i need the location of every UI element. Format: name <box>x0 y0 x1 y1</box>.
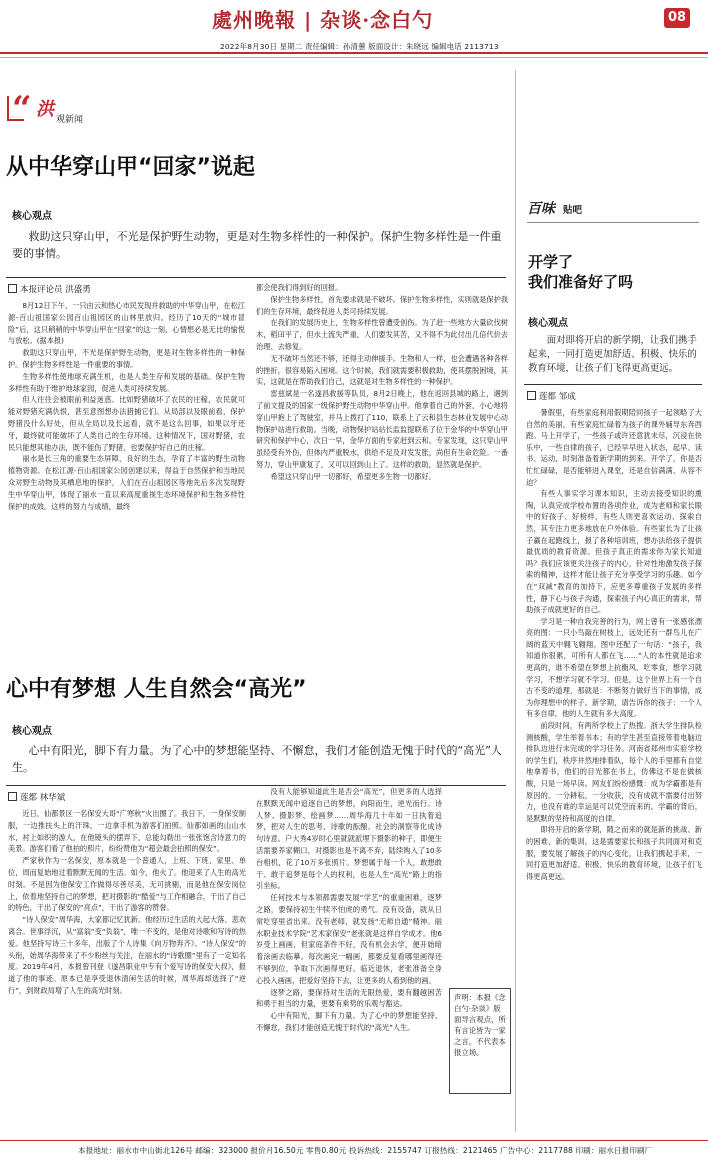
paragraph: 有些人事实学习课本知识，主动去接受知识的熏陶，认真完成学校布置的各项作业，成为老师和家长眼中的好孩子、好榜样，有些人则更喜欢运动、探索自然，其专注力更多地放在户外体验。有些家长为了让孩子赢在起跑线上，报了各种培训班，想办法给孩子提供最优质的教育资源。但孩子真正的需求你为家长知道吗？我们应该更关注孩子的内心，针对性地激发孩子探索的精神，这样才能让孩子充分享受学习的乐趣。如今在“双减”教育的加持下，应更多尊重孩子发展的多样性，静下心与孩子沟通，探索孩子内心真正的需求，帮助孩子成就更好的自己。 <box>526 489 702 615</box>
disclaimer-box: 声明：本报《念白勺·杂谈》版面导言观点，所有言论皆为一家之言，不代表本报立场。 <box>449 988 511 1094</box>
paragraph: 在我们的发展历史上，生物多样性曾遭受创伤。为了赶一些地方大量砍伐树木，稻田平了，但水土流失严重，人们要发其苦，又不得不为此付出几倍代价去治理、去修复。 <box>256 318 508 351</box>
byline <box>8 791 65 803</box>
paragraph: 学习是一种自我完善的行为，网上曾有一张感张漂亮的图：一只小鸟敲在树枝上，远处还有一群鸟儿在广阔的蓝天中翱飞翱翔。图中还配了一句话：“孩子，我知道你很累，可所有人都在飞……”人的本性就是追求更高的，谁不希望在梦想上抗衡风、吃零食，想学习就学习，不想学习就不学习。但是，这个世界上有一个自古不变的道理，那就是：不断努力做好当下的事情，成为你理想中的样子。新学期，请告诉你的孩子：一个人有多自律，他的人生就有多大高度。 <box>526 616 702 719</box>
article-title: 心中有梦想 人生自然会“高光” <box>6 677 307 702</box>
paragraph: 任何技术与本领都需要发展“学艺”的重重困难，逐梦之路，要保持初生牛犊不怕虎的勇气。没有设备，就从日常吃穿里省出来。没有老师，就发扬“无师自通”精神。丽水职业技术学院“艺术家保安”老张就是这样自学成才。他6岁受上画画，但家庭条件不好，没有机会去学，便开始暗着涂画去临摹。每次画完一幅画，都要反复看哪里画得还不够到位，争取下次画得更好。临近退休，老张准备全身心投入画画，把爱好坚持下去，让更多的人看到他的画。 <box>256 893 442 985</box>
header-divider <box>0 52 708 54</box>
column-name: 贴吧 <box>563 205 583 216</box>
paragraph: 无不破坏当然还不够，还得主动伸援手。生物和人一样，也会遭遇各种各样的挫折，很容易陷入困境。这个时候，我们就需要积极救助，使其摆脱困境，其实，这就是在帮助我们自己，这就是对生物多样性的一种保护。 <box>256 353 508 387</box>
column-divider <box>515 70 516 1132</box>
core-viewpoint-label: 核心观点 <box>528 318 568 329</box>
article-body-column-1 <box>8 300 245 630</box>
paragraph: 生物多样性使地球充满生机，也是人类生存和发展的基础。保护生物多样性有助于维护地球家园，促进人类可持续发展。 <box>8 371 245 393</box>
paragraph: 严家秋作为一名保安，原本就是一个普通人，上班、下班、家里、单位，周而复始地过着默默无闻的生活。如今，他火了。他迎来了人生的高光时刻。不是因为他保安工作做得尽善尽美，无可挑剔，而是他在保安岗位上，依着地坚持自己的梦想，把对摄影的“酷爱”与工作相融合，干出了自己的特色，干出了保安的“亮点”，干出了游客的赞誉。 <box>8 856 246 913</box>
article-lead: 心中有阳光，脚下有力量。为了心中的梦想能坚持、不懈怠，我们才能创造无愧于时代的“高光”人生。 <box>12 744 502 774</box>
paragraph: 丽水是长三角的重要生态屏障，良好的生态，孕育了丰富的野生动物植物资源。在松江源-百山祖国家公园创建以来，得益于自然保护和当地民众对野生动物及其栖息地的保护，人们在百山祖园区等地先后多次发现野生中华穿山甲，体现了丽水一直以来高度重视生态环境保护和生物多样性保护的成效。这样的努力与成绩，最终 <box>8 454 245 511</box>
paragraph: 雷兹斌是一名遂昌救援等队员，8月2日晚上，他在返回县城的路上，遇到了前文提及的国家一级保护野生动物中华穿山甲。他拿着自己的外套，小心地将穿山甲抱上了驾驶室，并马上拨打了110，联系上了云和县生态林业发展中心动物保护站进行救助。当晚，动物保护站站长监监提联系了位于金华的中华穿山甲研究和保护中心，次日一早，金华方面的专家赶到云和。专家发现，这只穿山甲虽经受有外伤，但体内严重脱水，供给不足及对发发胀，尚但有生命危险。一番努力，穿山甲康复了，又可以回到山上了。这样的救助，显然就是保护。 <box>256 389 508 469</box>
paragraph: 没有人能够知道此生是否会“高光”，但更多的人选择在默默无闻中追逐自己的梦想，向阳而生，逆光而行。诗人梦、摄影梦、绘画梦……周华海几十年如一日执着追梦，把对人生的思考、诗歌的酝酿、社会的洞察等化成诗句诗意。户大秀4岁时心里就就派埋下摄影的种子，即便生活需要养家糊口，对摄影也是不离不弃，陆续购入了10多台相机，花了10万多张照片。梦想属于每一个人，敢想敢干、敢于追梦是每个人的权利，也是人生“高光”路上的指引坐标。 <box>256 787 442 891</box>
byline-text: 莲都 林华斌 <box>20 793 66 803</box>
byline-square-icon <box>8 284 17 293</box>
byline-square-icon <box>527 391 536 400</box>
core-viewpoint-label: 核心观点 <box>12 211 52 222</box>
footer-info: 本报地址：丽水市中山街北126号 邮编：323000 报价月16.50元 零售0.80元 投诉热线：2155747 订报热线：2121465 广告中心：2117788 印刷：丽水日报印刷厂 <box>78 1146 653 1155</box>
header-thin-divider <box>0 57 708 58</box>
sidebar-title <box>528 252 633 292</box>
sidebar-title-line-1: 开学了 <box>528 253 574 271</box>
byline-text: 本报评论员 洪盛勇 <box>20 285 91 295</box>
article-body-column-1 <box>8 808 246 1134</box>
sidebar-header-divider <box>527 222 699 223</box>
paragraph: 但人往往会被眼前利益迷惑。比如野猪破坏了农民的庄稼，农民就可能对野猪充满仇恨，甚至意图想办法猎捕它们。从局部以及眼前看，保护野猪没什么好处，但从全局以及长远看，就不是这么回事，如果以牙还牙，最终就可能破坏了人类自己的生存环境。这种情况下，国对野猪，农民只能想其他办法，既不能伤了野猪，也要保护好自己的庄稼。 <box>8 395 245 452</box>
newspaper-brand: 處州晚報 | 杂谈·念白勺 <box>212 8 434 32</box>
paragraph: 暑假里，有些家庭利用假期陪同孩子一起领略了大自然的美丽，有些家庭忙碌着为孩子的课外辅导东奔西跑。马上开学了，一些孩子或许还意犹未尽，沉浸在快乐中，一些自律的孩子，已经早早进入状态，起早、读书、运动，时刻准备着新学期的到来。开学了，你是否忙忙碌碌，是否能够进入课堂，还是自信满满、从容不迫？ <box>526 408 702 487</box>
paragraph: 即将开启的新学期，随之而来的就是新的挑战、新的困难、新的集训。这是需要家长和孩子共同面对和克服，要发展了解孩子的内心变化，让我们携起手来，一同打造更加舒适、积极、快乐的教育环境，让孩子们飞得更高更远。 <box>526 825 702 881</box>
paragraph: 保护生物多样性，首先要求就是不破坏。保护生物多样性，实则就是保护我们的生存环境，最终促进人类可持续发展。 <box>256 294 508 316</box>
sidebar-title-line-2: 我们准备好了吗 <box>528 273 634 291</box>
article-body-column-2 <box>256 282 508 644</box>
footer-divider <box>0 1140 708 1141</box>
byline-divider <box>524 384 702 385</box>
kicker-big-char: 洪 <box>36 99 54 120</box>
byline <box>8 283 91 295</box>
masthead <box>0 0 708 30</box>
paragraph: 救助这只穿山甲，不光是保护野生动物，更是对生物多样性的一种保护。保护生物多样性是一件重要的事情。 <box>8 348 245 369</box>
paragraph: 希望这只穿山甲一切都好，希望更多生物一切都好。 <box>270 471 436 481</box>
dateline: 2022年8月30日 星期二 责任编辑：孙清蕙 版面设计：朱晓远 编辑电话 2113713 <box>220 42 499 51</box>
sidebar-lead: 面对即将开启的新学期，让我们携手起来，一同打造更加舒适、积极、快乐的教育环境，让孩子们飞得更高更远。 <box>528 335 697 374</box>
byline <box>527 390 576 402</box>
paragraph: 8月12日下午，一只由云和热心市民发现并救助的中华穿山甲，在松江源-百山祖国家公园百山祖园区的山林里放归。经历了10天的“城市冒险”后，这只稍稍的中华穿山甲在“回家”的这一刻，心情想必是无比的愉悦与放松。(据本报) <box>8 301 245 346</box>
paragraph: “诗人保安”周华海，大家都记忆犹新。他经历过生活的大起大落、悲欢离合。世事浮沉，从“富翁”变“负翁”，唯一不变的，是他对诗歌和写诗的热爱。他坚持写诗三十多年，出版了个人诗集《向万物奔齐》。“诗人保安”的头衔，始周华海带来了不少粉丝与关注，在丽水的“诗歌圈”里有了一定知名度。2019年4月，本报曾刊登《遂昌职业中专有个爱写诗的保安大叔》，报道了他的事迹。原本已是享受退休清闲生活的时候，周华海却选择了“逆行”，到财政局增了人生的高光时刻。 <box>8 915 246 995</box>
byline-text: 莲都 邹成 <box>539 392 576 402</box>
paragraph: 前段时间，有两所学校上了热搜。浙大学生排队检测核酸，学生举着书本；有的学生甚至直接带着电脑边排队边进行未完成的学习任务。河南省郑州市实验学校的学生们，秩序井然地排着队，每个人的手里都有自觉地拿着书，他们的目光都在书上，仿佛这不是在做核酸，只是一场早读。网友们纷纷感慨：成为学霸都是有原因的。一分耕耘，一分收获，没有成就不需要付出努力，也没有谁的幸运是可以凭空而来的。学霸的背后，是默默的坚持和高度的自律。 <box>526 721 702 823</box>
paragraph: 近日，仙都景区一名保安大哥“广寒秋”火出圈了。我日下，一身保安制服，一边推扶头上的汗珠，一边拿手机为游客们拍照。仙都如画的山山水水，衬上如织的游人，在他镜头的摆弄下，总能勾勒出一张张饱含诗意力的美景。游客们看了他拍的照片，纷纷赞他为“超会最会拍照的保安”。 <box>8 809 246 854</box>
kicker-quote-mark: “ <box>12 89 32 129</box>
sidebar-body <box>526 407 702 1135</box>
paragraph: 都会使我们得到好的回报。 <box>256 283 343 292</box>
paragraph: 逐梦之路，要保持对生活的无限热爱，要有翻越困苦和勇于担当的力量，更要有乘势的乐观与豁达。 <box>256 987 442 1009</box>
article-title: 从中华穿山甲“回家”说起 <box>6 155 255 180</box>
article-body-column-2 <box>256 786 442 1134</box>
byline-divider <box>6 277 506 278</box>
kicker-subtitle: 观新闻 <box>56 115 84 125</box>
column-logo: 百味 <box>527 201 555 217</box>
article-lead: 救助这只穿山甲，不光是保护野生动物，更是对生物多样性的一种保护。保护生物多样性是一件重要的事情。 <box>12 230 502 260</box>
paragraph: 心中有阳光，脚下有力量。为了心中的梦想能坚持、不懈怠，我们才能创造无愧于时代的“高光”人生。 <box>256 1011 442 1032</box>
core-viewpoint-label: 核心观点 <box>12 726 52 737</box>
page-number-badge: 08 <box>664 8 690 28</box>
byline-square-icon <box>8 792 17 801</box>
